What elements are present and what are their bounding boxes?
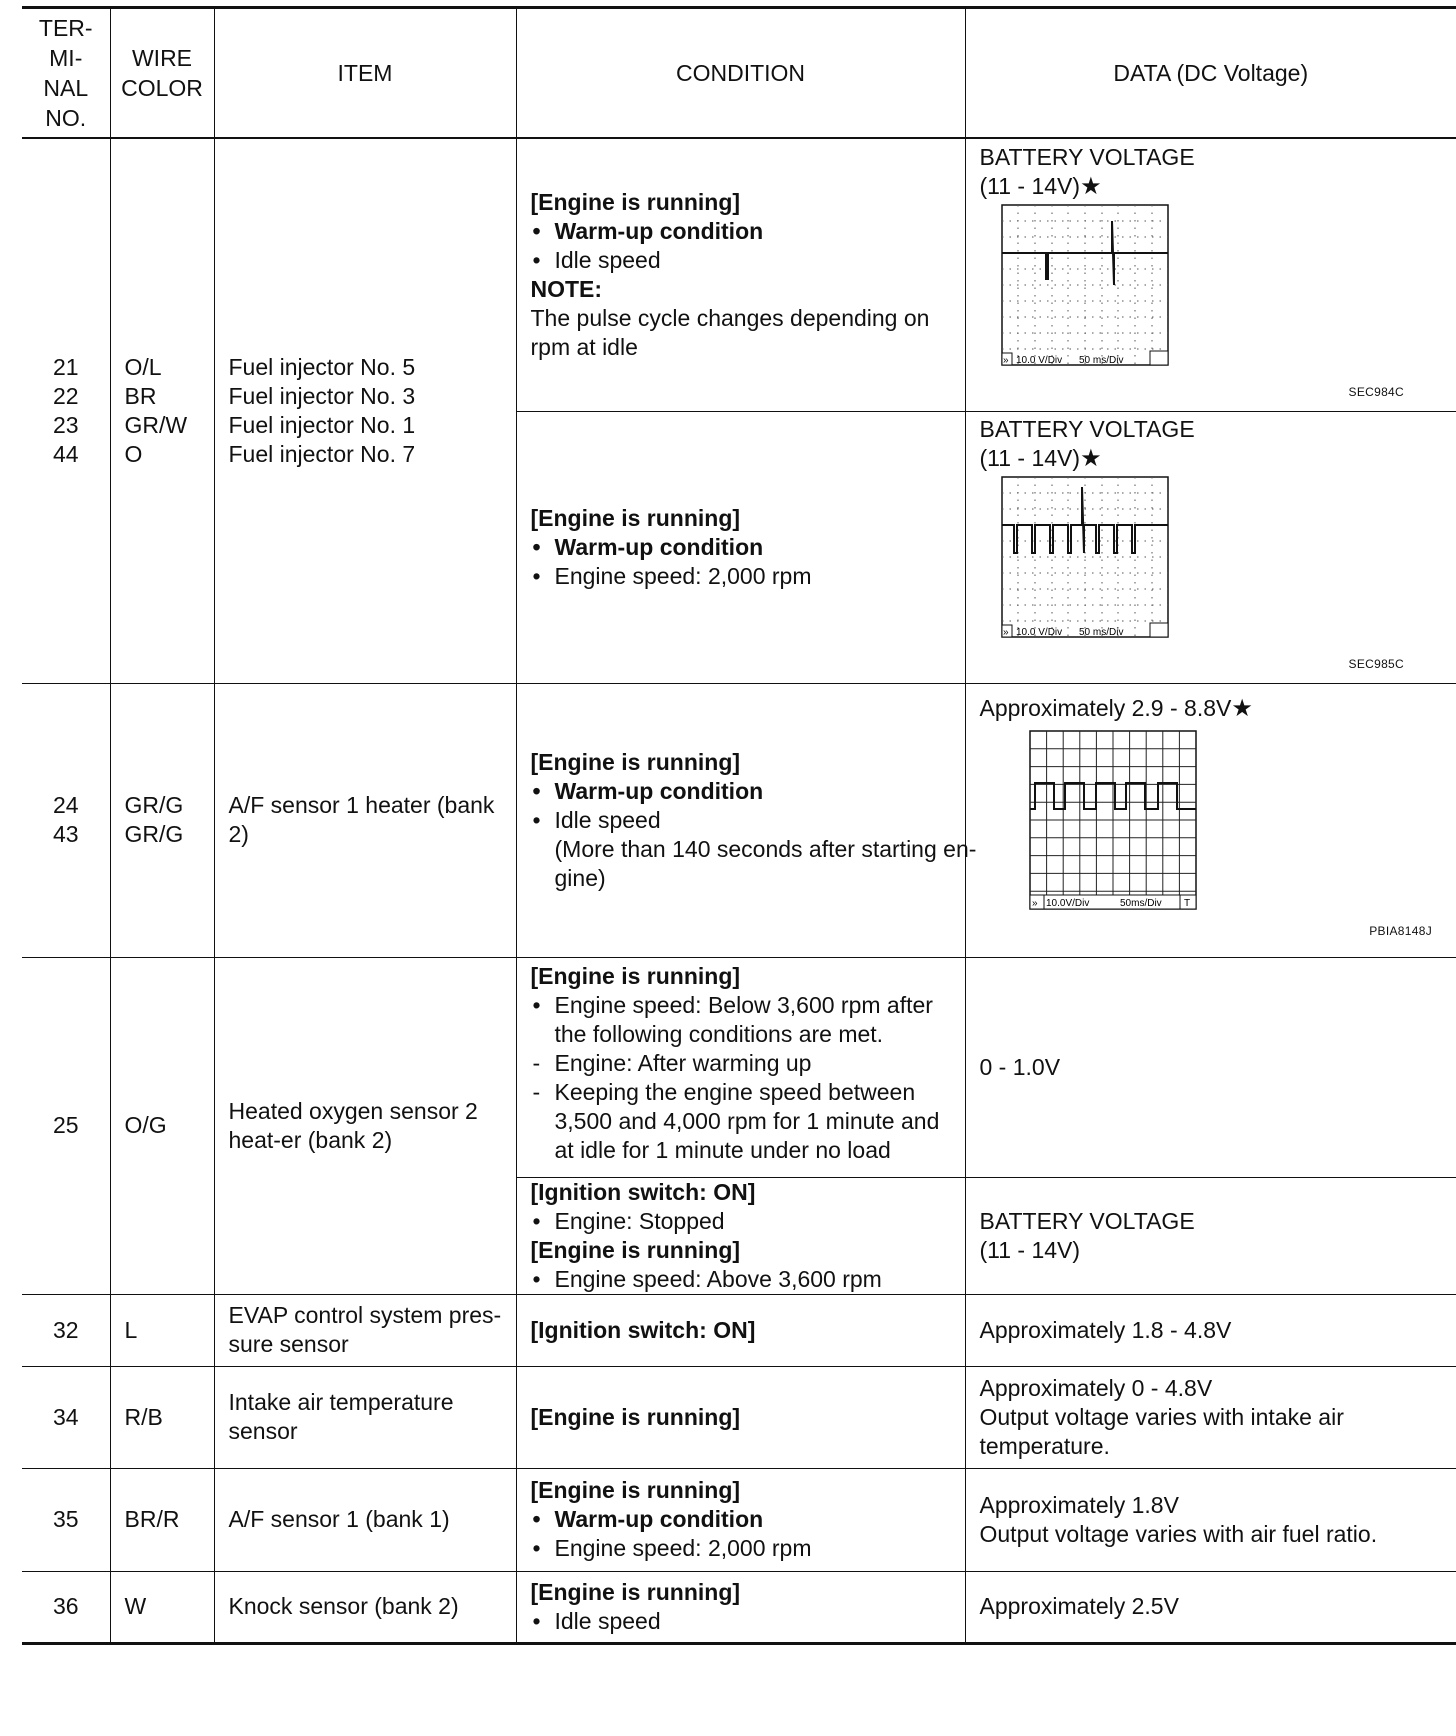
condition-bullet: [531, 1265, 951, 1294]
condition-cell: [516, 138, 965, 411]
star-icon: ★: [1080, 445, 1102, 472]
data-text: BATTERY VOLTAGE: [979, 416, 1195, 442]
scope-volt-scale: 10.0 V/Div: [1015, 627, 1062, 638]
data-text: Approximately 1.8V: [979, 1491, 1179, 1518]
scope-trigger-label: T: [1183, 898, 1190, 909]
condition-bullet: [531, 1534, 951, 1563]
condition-bullet: [531, 806, 951, 835]
scope-footer: [1030, 895, 1196, 909]
scope-grid: [1002, 205, 1168, 365]
figure-id: SEC985C: [1348, 657, 1404, 671]
dash-text: Keeping the engine speed between 3,500 and 4,000 rpm for 1 minute and at idle for 1 minute under no load: [554, 1078, 940, 1163]
wire-color-cell: W: [110, 1571, 214, 1643]
condition-cell: [516, 1177, 965, 1294]
bullet-text: Engine speed: Above 3,600 rpm: [554, 1265, 882, 1292]
bullet-mark: •: [532, 562, 541, 589]
header-terminal-l2: MI-: [49, 45, 83, 71]
terminal-cell: 25: [22, 957, 110, 1294]
note-label: NOTE:: [530, 275, 603, 302]
header-item: ITEM: [214, 8, 516, 139]
table-row: [22, 1366, 1456, 1468]
data-text: (11 - 14V): [979, 172, 1081, 199]
terminal-cell: 35: [22, 1468, 110, 1571]
item-text: Fuel injector No. 3: [228, 382, 416, 409]
header-data: DATA (DC Voltage): [965, 8, 1456, 139]
item-text: Fuel injector No. 7: [228, 440, 416, 467]
header-terminal-l1: TER-: [38, 15, 93, 41]
header-condition: CONDITION: [516, 8, 965, 139]
terminal-no: 21: [52, 353, 79, 380]
condition-bullet: [531, 1207, 951, 1236]
wire-color-cell: [110, 683, 214, 957]
terminal-no: 24: [52, 792, 79, 818]
condition-bullet: [531, 533, 951, 562]
terminal-no: 44: [52, 440, 79, 467]
scope-grid: [1002, 477, 1168, 637]
data-text-line: [980, 172, 1443, 201]
data-text: BATTERY VOLTAGE: [979, 143, 1195, 170]
condition-bullet: [531, 991, 951, 1049]
bullet-text: Warm-up condition: [554, 533, 764, 560]
bullet-text: Warm-up condition: [554, 1506, 764, 1532]
scope-arrow: »: [1002, 354, 1009, 366]
data-text-line: [980, 694, 1443, 723]
dash-mark: -: [532, 1078, 541, 1105]
data-cell: [965, 138, 1456, 411]
condition-dash: [531, 1078, 951, 1165]
terminal-cell: 36: [22, 1571, 110, 1643]
header-terminal-l3: NAL: [43, 75, 89, 101]
condition-cell: [516, 1366, 965, 1468]
bullet-text: Idle speed: [554, 1607, 661, 1634]
wire-color: GR/W: [124, 411, 188, 438]
scope-time-scale: 50 ms/Div: [1078, 354, 1123, 366]
condition-heading: [Engine is running]: [530, 188, 741, 215]
table-row: [22, 957, 1456, 1177]
injector-pulse-trace: [1002, 487, 1168, 553]
bullet-text: Idle speed: [554, 806, 661, 833]
dash-mark: -: [532, 1049, 541, 1076]
injector-2000rpm-waveform: [980, 473, 1420, 658]
data-cell: [965, 411, 1456, 683]
bullet-mark: •: [532, 1265, 541, 1292]
data-text: Output voltage varies with air fuel ratio.: [979, 1520, 1378, 1547]
injector-pulse-trace: [1002, 221, 1168, 285]
wire-color: BR: [124, 382, 157, 409]
header-wire-l2: COLOR: [121, 75, 203, 101]
condition-heading: [Engine is running]: [530, 1477, 741, 1503]
data-text: BATTERY VOLTAGE: [979, 1207, 1195, 1234]
bullet-mark: •: [532, 806, 541, 833]
injector-idle-waveform: [980, 201, 1420, 386]
wire-color-cell: BR/R: [110, 1468, 214, 1571]
condition-bullet: [531, 777, 951, 806]
data-cell: [965, 683, 1456, 957]
scope-time-scale: 50 ms/Div: [1078, 627, 1123, 638]
bullet-text: Engine speed: 2,000 rpm: [554, 562, 812, 589]
condition-heading: [Engine is running]: [530, 962, 741, 989]
table-row: [22, 683, 1456, 957]
data-text: (11 - 14V): [979, 445, 1081, 471]
bullet-mark: •: [532, 1207, 541, 1234]
table-row: [22, 1468, 1456, 1571]
terminal-no: 43: [52, 821, 79, 847]
item-cell: Knock sensor (bank 2): [214, 1571, 516, 1643]
condition-heading: [Engine is running]: [530, 1236, 741, 1263]
bullet-mark: •: [532, 217, 541, 244]
bullet-text: Engine speed: 2,000 rpm: [554, 1535, 812, 1561]
wire-color-cell: L: [110, 1294, 214, 1366]
data-cell: [965, 1366, 1456, 1468]
header-row: [22, 8, 1456, 139]
scope-volt-scale: 10.0 V/Div: [1015, 354, 1062, 366]
condition-heading: [Ignition switch: ON]: [530, 1178, 756, 1205]
bullet-text: Warm-up condition: [554, 777, 764, 804]
condition-heading: [Ignition switch: ON]: [530, 1316, 756, 1343]
wire-color: GR/G: [124, 792, 184, 818]
table-row: [22, 1294, 1456, 1366]
condition-cell: [516, 1571, 965, 1643]
figure-id: SEC984C: [1348, 384, 1404, 399]
bullet-text: Warm-up condition: [554, 217, 764, 244]
header-wire-l1: WIRE: [131, 45, 193, 71]
scope-arrow: »: [1031, 898, 1038, 909]
bullet-mark: •: [532, 533, 541, 560]
wire-color-cell: O/G: [110, 957, 214, 1294]
bullet-mark: •: [532, 1607, 541, 1634]
item-cell: Intake air temperature sensor: [214, 1366, 516, 1468]
bullet-text: Engine: Stopped: [554, 1207, 725, 1234]
data-cell: [965, 1468, 1456, 1571]
data-text: Approximately 2.9 - 8.8V: [979, 695, 1232, 721]
header-terminal: [22, 8, 110, 139]
condition-cell: [516, 683, 977, 957]
condition-cell: [516, 957, 965, 1177]
data-cell: Approximately 1.8 - 4.8V: [965, 1294, 1456, 1366]
item-cell: A/F sensor 1 heater (bank 2): [214, 683, 516, 957]
header-terminal-l4: NO.: [45, 105, 87, 131]
condition-cell: [516, 1468, 965, 1571]
table-row: [22, 138, 1456, 411]
condition-cell: [516, 1294, 965, 1366]
bullet-text: Idle speed: [554, 246, 661, 273]
af-heater-waveform: [980, 723, 1420, 913]
condition-bullet: [531, 1505, 951, 1534]
condition-note: (More than 140 seconds after starting en-: [554, 835, 977, 862]
item-cell: Heated oxygen sensor 2 heat-er (bank 2): [214, 957, 516, 1294]
bullet-mark: •: [532, 1506, 541, 1532]
wire-color-cell: [110, 138, 214, 683]
condition-heading: [Engine is running]: [530, 1403, 741, 1430]
data-cell: 0 - 1.0V: [965, 957, 1456, 1177]
condition-bullet: [531, 217, 951, 246]
terminal-no: 22: [52, 382, 79, 409]
condition-bullet: [531, 246, 951, 275]
wire-color: O/L: [124, 353, 162, 380]
terminal-cell: 32: [22, 1294, 110, 1366]
terminal-cell: 34: [22, 1366, 110, 1468]
item-cell: [214, 138, 516, 683]
bullet-mark: •: [532, 246, 541, 273]
terminal-spec-table: [22, 6, 1456, 1645]
figure-id: PBIA8148J: [1369, 924, 1432, 938]
data-cell: Approximately 2.5V: [965, 1571, 1456, 1643]
wire-color: GR/G: [124, 821, 184, 847]
item-cell: EVAP control system pres-sure sensor: [214, 1294, 516, 1366]
item-text: Fuel injector No. 1: [228, 411, 416, 438]
star-icon: ★: [1080, 172, 1102, 200]
scope-volt-scale: 10.0V/Div: [1045, 898, 1089, 909]
terminal-cell: [22, 138, 110, 683]
condition-bullet: [531, 562, 951, 591]
condition-heading: [Engine is running]: [530, 1578, 741, 1605]
wire-color: O: [124, 440, 143, 467]
scope-time-scale: 50ms/Div: [1119, 898, 1162, 909]
item-text: Fuel injector No. 5: [228, 353, 416, 380]
item-cell: A/F sensor 1 (bank 1): [214, 1468, 516, 1571]
scope-arrow: »: [1002, 627, 1009, 638]
condition-heading: [Engine is running]: [530, 504, 741, 531]
wire-color-cell: R/B: [110, 1366, 214, 1468]
condition-heading: [Engine is running]: [530, 748, 741, 775]
bullet-mark: •: [532, 991, 541, 1018]
data-text: Output voltage varies with intake air temperature.: [979, 1403, 1344, 1459]
scope-footer: [1002, 351, 1168, 366]
data-cell: [965, 1177, 1456, 1294]
data-text: Approximately 0 - 4.8V: [979, 1374, 1213, 1401]
table-row: [22, 1571, 1456, 1643]
data-text-line: [980, 444, 1443, 473]
star-icon: ★: [1231, 695, 1253, 722]
bullet-mark: •: [532, 777, 541, 804]
bullet-text: Engine speed: Below 3,600 rpm after the following conditions are met.: [554, 991, 933, 1047]
terminal-cell: [22, 683, 110, 957]
note-text: The pulse cycle changes depending on rpm at idle: [530, 304, 930, 360]
dash-text: Engine: After warming up: [554, 1049, 812, 1076]
condition-dash: [531, 1049, 951, 1078]
condition-note: gine): [554, 864, 606, 891]
terminal-no: 23: [52, 411, 79, 438]
condition-cell: [516, 411, 965, 683]
scope-footer: [1002, 623, 1168, 638]
data-text: (11 - 14V): [979, 1236, 1081, 1263]
condition-bullet: [531, 1607, 951, 1636]
header-wire-color: [110, 8, 214, 139]
scope-grid: [1030, 731, 1196, 909]
bullet-mark: •: [532, 1535, 541, 1561]
